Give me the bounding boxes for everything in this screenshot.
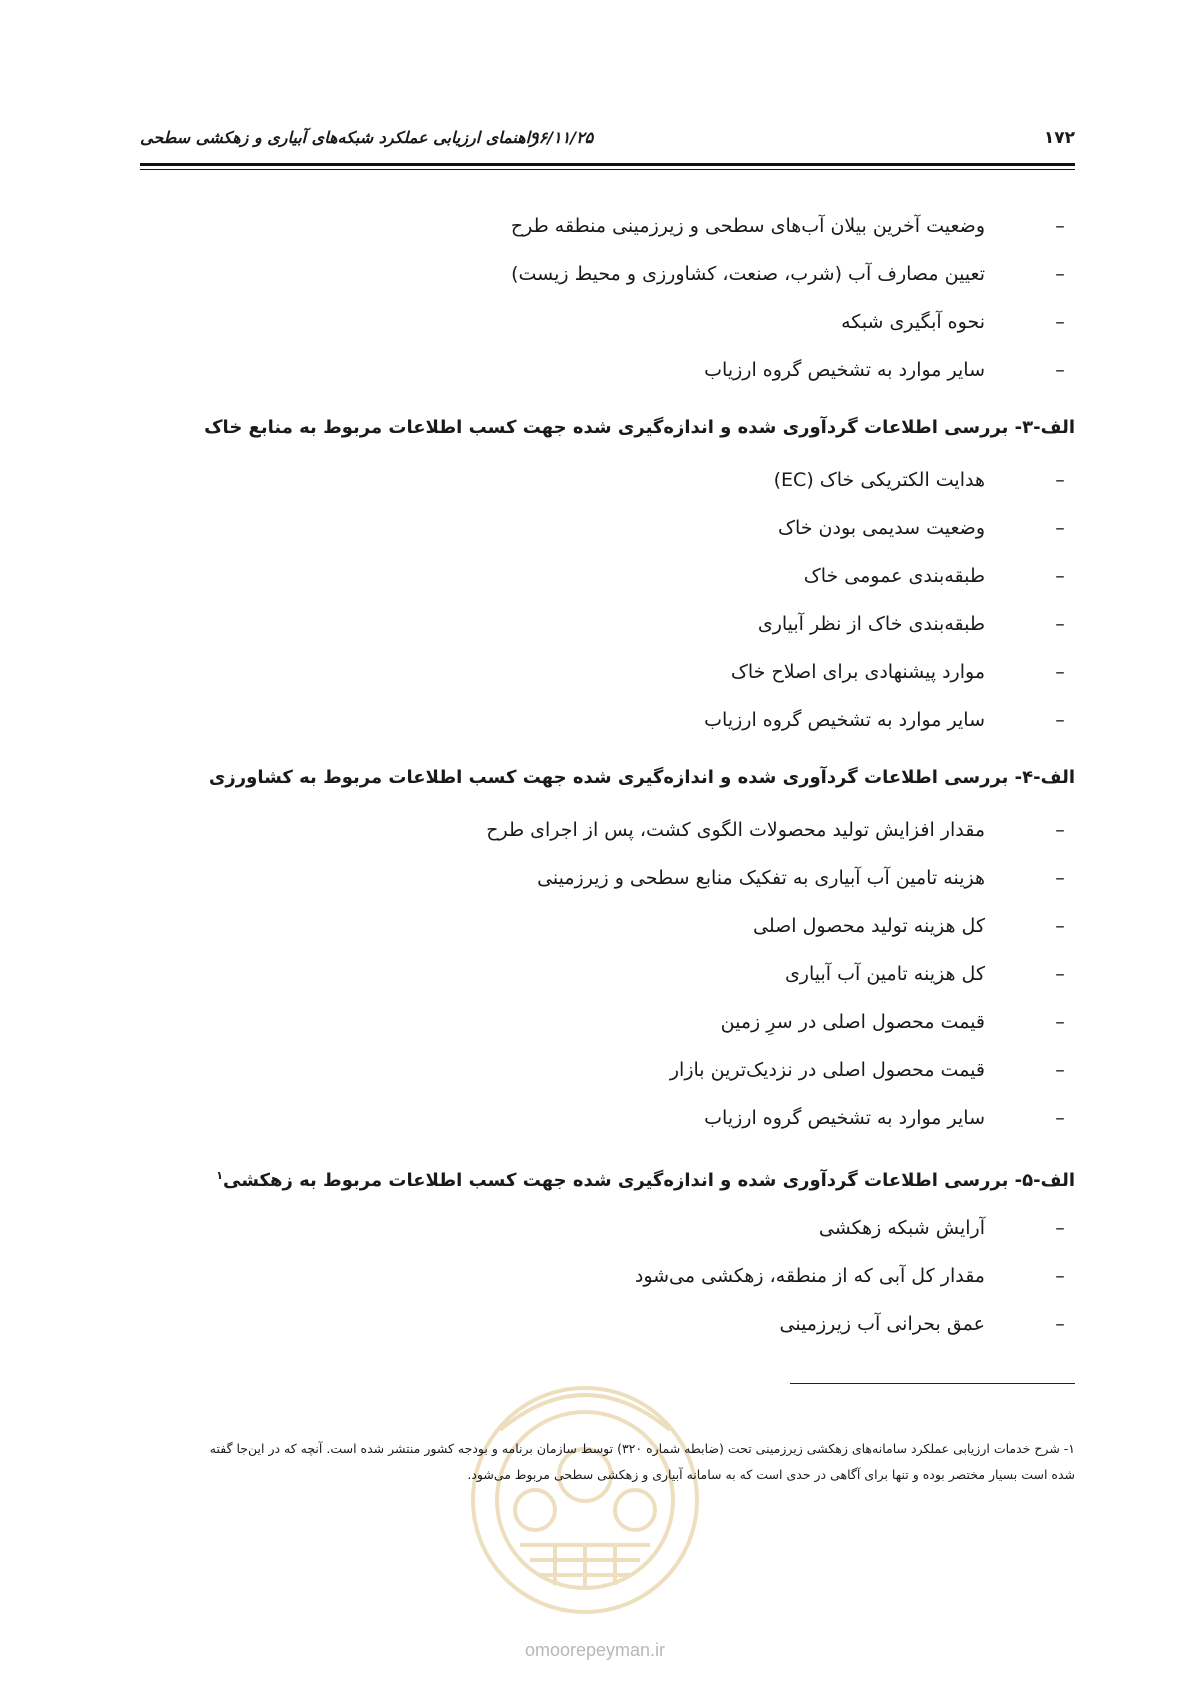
list-item: – قیمت محصول اصلی در سرِ زمین bbox=[150, 1008, 985, 1056]
bullet-dash: – bbox=[1055, 867, 1065, 889]
bullet-dash: – bbox=[1055, 565, 1065, 587]
watermark-text: omoorepeyman.ir bbox=[524, 1640, 666, 1660]
bullet-dash: – bbox=[1055, 263, 1065, 285]
bullet-dash: – bbox=[1055, 1313, 1065, 1335]
watermark-url bbox=[470, 1640, 720, 1661]
page-number: ۱۷۲ bbox=[1043, 128, 1075, 148]
list-item: – کل هزینه تولید محصول اصلی bbox=[150, 912, 985, 960]
footnote-line: شده است بسیار مختصر بوده و تنها برای آگاهی در حدی است که به سامانه آبیاری و زهکشی سطحی مربوط می‌شود. bbox=[467, 1467, 1075, 1482]
intro-list bbox=[150, 212, 1075, 404]
body-content bbox=[150, 212, 1075, 1358]
bullet-dash: – bbox=[1055, 359, 1065, 381]
bullet-dash: – bbox=[1055, 517, 1065, 539]
footnote-rule bbox=[790, 1383, 1075, 1384]
section-heading-agriculture: الف-۴- بررسی اطلاعات گردآوری شده و اندازه‌گیری شده جهت کسب اطلاعات مربوط به کشاورزی bbox=[208, 767, 1075, 788]
bullet-dash: – bbox=[1055, 613, 1065, 635]
header-date: ۹۶/۱۱/۲۵ bbox=[530, 128, 594, 147]
header-rule-thin bbox=[140, 169, 1075, 170]
list-item: – سایر موارد به تشخیص گروه ارزیاب bbox=[150, 356, 985, 404]
list-item: – مقدار کل آبی که از منطقه، زهکشی می‌شود bbox=[150, 1262, 985, 1310]
list-item: – مقدار افزایش تولید محصولات الگوی کشت، پس از اجرای طرح bbox=[150, 816, 985, 864]
bullet-dash: – bbox=[1055, 915, 1065, 937]
list-item: – هدایت الکتریکی خاک (EC) bbox=[150, 466, 985, 514]
list-item: – وضعیت سدیمی بودن خاک bbox=[150, 514, 985, 562]
bullet-dash: – bbox=[1055, 1059, 1065, 1081]
bullet-dash: – bbox=[1055, 1217, 1065, 1239]
section-heading-soil: الف-۳- بررسی اطلاعات گردآوری شده و اندازه‌گیری شده جهت کسب اطلاعات مربوط به منابع خاک bbox=[204, 417, 1075, 438]
list-item: – کل هزینه تامین آب آبیاری bbox=[150, 960, 985, 1008]
list-item: – طبقه‌بندی خاک از نظر آبیاری bbox=[150, 610, 985, 658]
list-item: – وضعیت آخرین بیلان آب‌های سطحی و زیرزمینی منطقه طرح bbox=[150, 212, 985, 260]
list-item: – آرایش شبکه زهکشی bbox=[150, 1214, 985, 1262]
list-item: – هزینه تامین آب آبیاری به تفکیک منابع سطحی و زیرزمینی bbox=[150, 864, 985, 912]
list-item: – سایر موارد به تشخیص گروه ارزیاب bbox=[150, 1104, 985, 1152]
bullet-dash: – bbox=[1055, 1265, 1065, 1287]
bullet-dash: – bbox=[1055, 661, 1065, 683]
list-item: – قیمت محصول اصلی در نزدیک‌ترین بازار bbox=[150, 1056, 985, 1104]
list-item: – سایر موارد به تشخیص گروه ارزیاب bbox=[150, 706, 985, 754]
list-item: – عمق بحرانی آب زیرزمینی bbox=[150, 1310, 985, 1358]
bullet-dash: – bbox=[1055, 469, 1065, 491]
agriculture-list bbox=[150, 816, 1075, 1152]
running-header bbox=[140, 128, 1075, 158]
list-item: – تعیین مصارف آب (شرب، صنعت، کشاورزی و محیط زیست) bbox=[150, 260, 985, 308]
bullet-dash: – bbox=[1055, 709, 1065, 731]
bullet-dash: – bbox=[1055, 1107, 1065, 1129]
footnote-mark[interactable]: ۱ bbox=[216, 1169, 224, 1182]
section-heading-drainage: الف-۵- بررسی اطلاعات گردآوری شده و اندازه‌گیری شده جهت کسب اطلاعات مربوط به زهکشی$^۱$ bbox=[216, 1169, 1075, 1191]
bullet-dash: – bbox=[1055, 1011, 1065, 1033]
footnote bbox=[140, 1436, 1075, 1488]
header-title: راهنمای ارزیابی عملکرد شبکه‌های آبیاری و زهکشی سطحی bbox=[140, 128, 538, 147]
drainage-list bbox=[150, 1214, 1075, 1358]
header-rule-thick bbox=[140, 163, 1075, 166]
bullet-dash: – bbox=[1055, 215, 1065, 237]
list-item: – نحوه آبگیری شبکه bbox=[150, 308, 985, 356]
watermark-seal-icon bbox=[460, 1370, 710, 1630]
footnote-line: ۱- شرح خدمات ارزیابی عملکرد سامانه‌های زهکشی زیرزمینی تحت (ضابطه شماره ۳۲۰) توسط سازمان برنامه و بودجه کشور منتشر شده است. آنچه که در این‌جا گفته bbox=[209, 1441, 1075, 1456]
soil-list bbox=[150, 466, 1075, 754]
bullet-dash: – bbox=[1055, 311, 1065, 333]
bullet-dash: – bbox=[1055, 963, 1065, 985]
list-item: – طبقه‌بندی عمومی خاک bbox=[150, 562, 985, 610]
list-item: – موارد پیشنهادی برای اصلاح خاک bbox=[150, 658, 985, 706]
bullet-dash: – bbox=[1055, 819, 1065, 841]
